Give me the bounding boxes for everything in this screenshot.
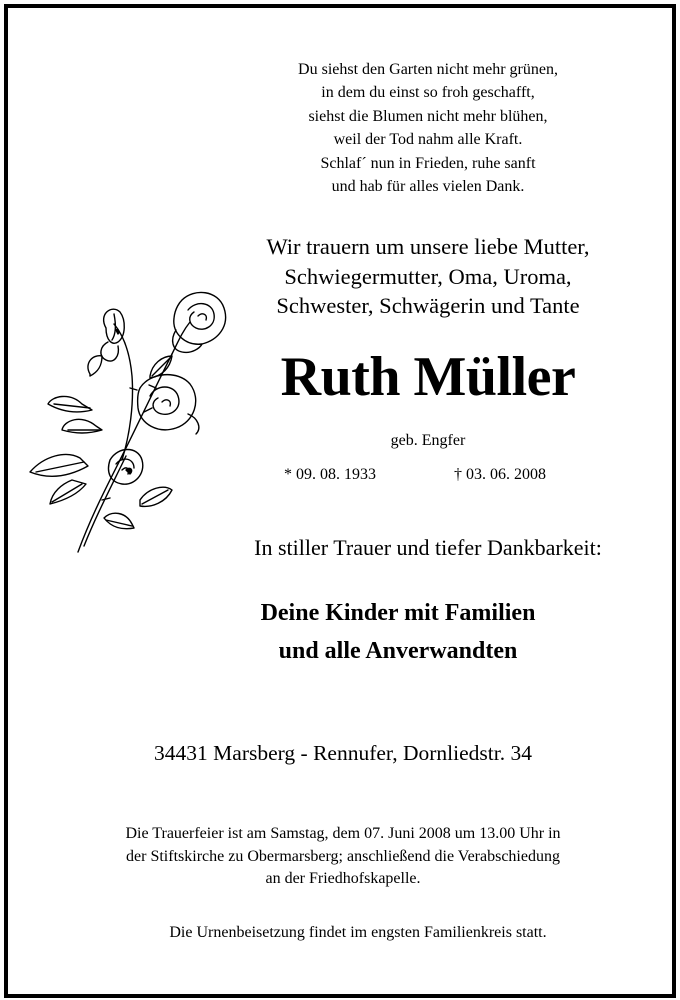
funeral-line: an der Friedhofskapelle. <box>265 870 421 887</box>
mourning-line: Wir trauern um unsere liebe Mutter, <box>266 234 590 259</box>
family-line: Deine Kinder mit Familien <box>260 600 536 626</box>
urn-burial-note: Die Urnenbeisetzung findet im engsten Familienkreis statt. <box>169 924 547 941</box>
poem <box>168 58 680 198</box>
poem-line: und hab für alles vielen Dank. <box>331 178 525 196</box>
poem-line: weil der Tod nahm alle Kraft. <box>333 131 523 149</box>
maiden-name: geb. Engfer <box>390 432 466 449</box>
funeral-line: der Stiftskirche zu Obermarsberg; anschließend die Verabschiedung <box>126 847 560 865</box>
deceased-name: Ruth Müller <box>280 346 576 408</box>
birth-date: * 09. 08. 1933 <box>284 466 376 483</box>
poem-line: siehst die Blumen nicht mehr blühen, <box>308 107 548 125</box>
funeral-notice <box>28 823 658 891</box>
funeral-line: Die Trauerfeier ist am Samstag, dem 07. Juni 2008 um 13.00 Uhr in <box>125 825 561 842</box>
poem-line: in dem du einst so froh geschafft, <box>321 84 535 102</box>
obituary-frame <box>4 4 676 998</box>
address: 34431 Marsberg - Rennufer, Dornliedstr. 34 <box>154 741 532 765</box>
family-line: und alle Anverwandten <box>278 638 518 664</box>
death-date: † 03. 06. 2008 <box>454 466 546 483</box>
poem-line: Du siehst den Garten nicht mehr grünen, <box>298 61 558 78</box>
family-signature <box>158 594 638 670</box>
mourning-statement <box>188 232 668 321</box>
mourning-line: Schwiegermutter, Oma, Uroma, <box>284 263 572 289</box>
thanks-line: In stiller Trauer und tiefer Dankbarkeit: <box>254 535 602 560</box>
mourning-line: Schwester, Schwägerin und Tante <box>276 293 580 318</box>
poem-line: Schlaf´ nun in Frieden, ruhe sanft <box>320 154 536 172</box>
